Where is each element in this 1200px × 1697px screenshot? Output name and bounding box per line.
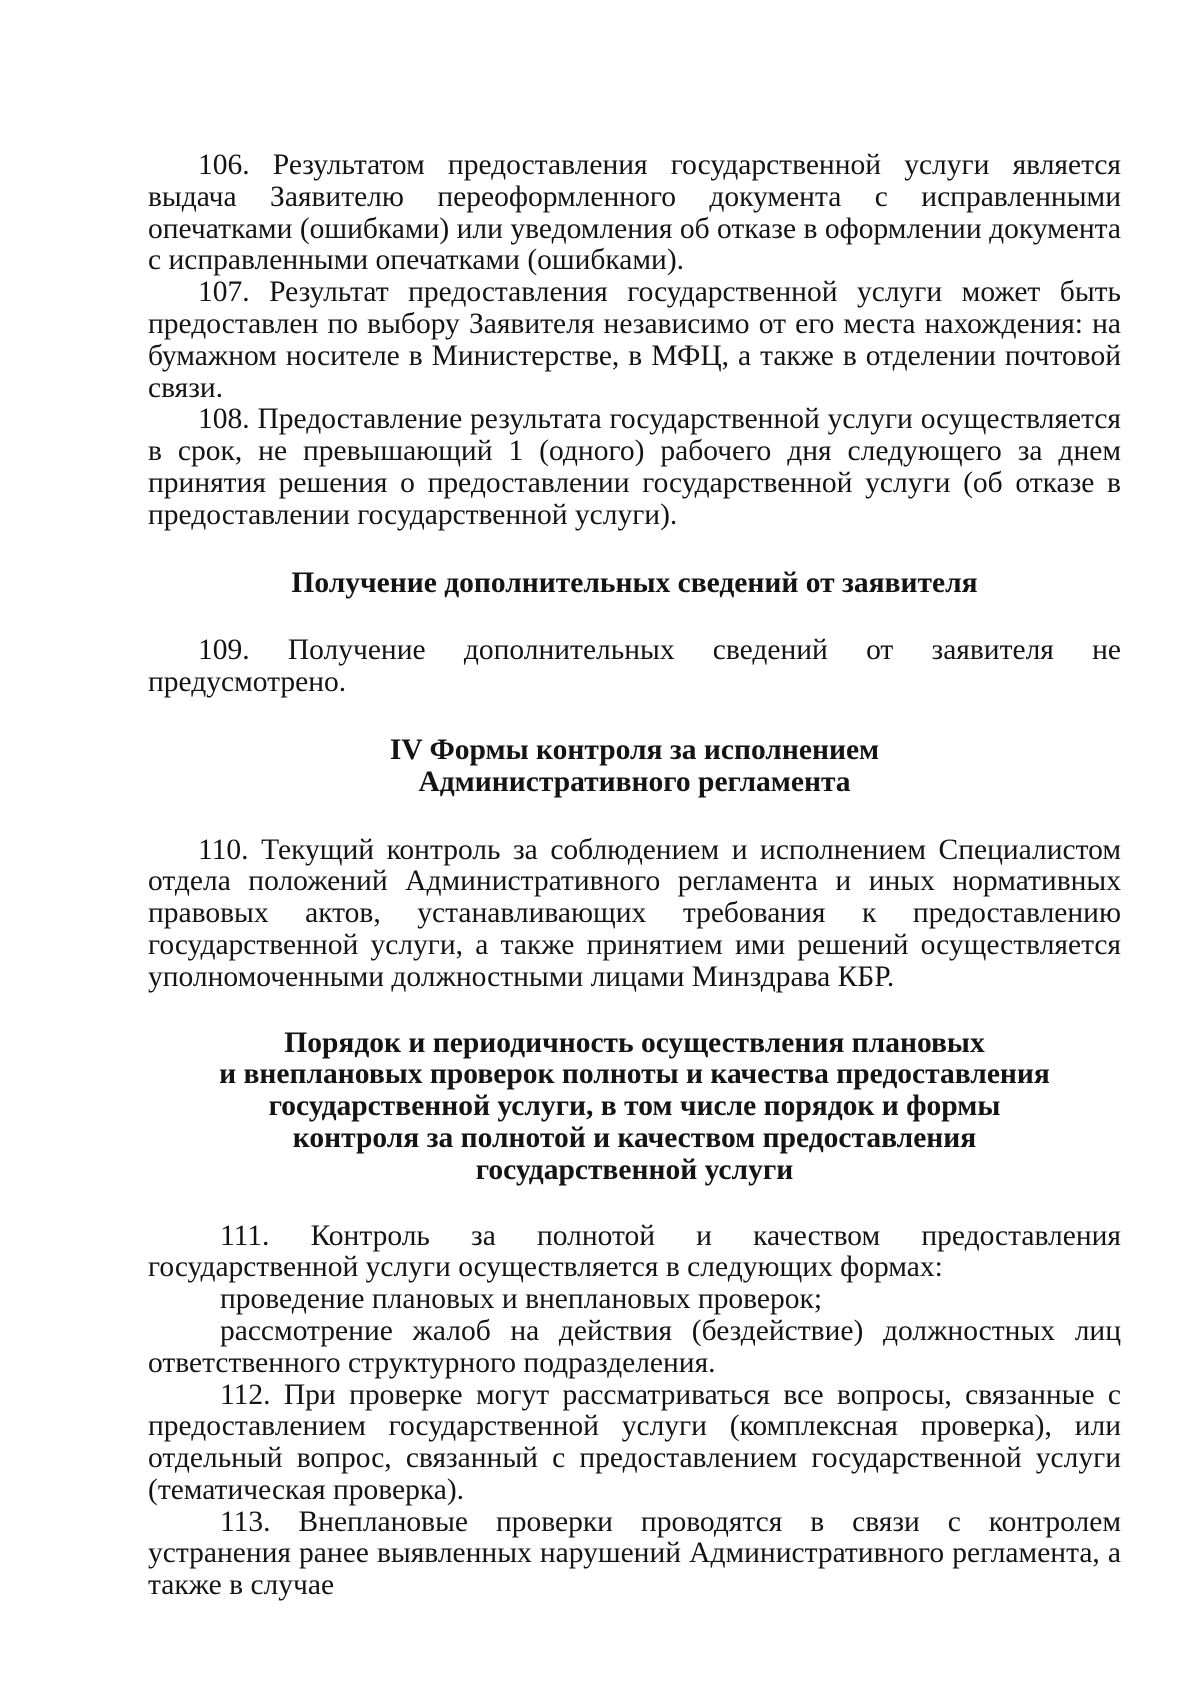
paragraph-108: 108. Предоставление результата государственной услуги осуществляется в срок, не превышающий 1 (одного) рабочего дня следующего за днем принятия решения о предоставлении государственной услуги (об отказе в предоставлении государственной услуги). xyxy=(148,403,1121,531)
document-page xyxy=(148,150,1121,1602)
paragraph-110: 110. Текущий контроль за соблюдением и исполнением Специалистом отдела положений Административного регламента и иных нормативных правовых актов, устанавливающих требования к предоставлению государственной услуги, а также принятием ими решений осуществляется уполномоченными должностными лицами Минздрава КБР. xyxy=(148,833,1121,993)
paragraph-113: 113. Внеплановые проверки проводятся в связи с контролем устранения ранее выявленных нарушений Административного регламента, а также в случае xyxy=(148,1505,1121,1602)
section-heading-additional-info: Получение дополнительных сведений от заявителя xyxy=(291,566,978,599)
paragraph-106: 106. Результатом предоставления государственной услуги является выдача Заявителю переоформленного документа с исправленными опечатками (ошибками) или уведомления об отказе в оформлении документа с исправленными опечатками (ошибками). xyxy=(148,149,1121,277)
heading-line: Порядок и периодичность осуществления плановых xyxy=(284,1026,985,1059)
paragraph-107: 107. Результат предоставления государственной услуги может быть предоставлен по выбору Заявителя независимо от его места нахождения: на бумажном носителе в Министерстве, в МФЦ, а также в отделении почтовой связи. xyxy=(148,276,1121,404)
heading-line: Административного регламента xyxy=(418,765,851,798)
heading-line: IV Формы контроля за исполнением xyxy=(389,733,880,766)
heading-line: государственной услуги xyxy=(475,1153,794,1186)
heading-line: государственной услуги, в том числе порядок и формы xyxy=(268,1090,1001,1123)
paragraph-111: 111. Контроль за полнотой и качеством предоставления государственной услуги осуществляется в следующих формах: xyxy=(148,1219,1121,1284)
paragraph-109: 109. Получение дополнительных сведений от заявителя не предусмотрено. xyxy=(148,634,1121,699)
section-heading-control-forms xyxy=(148,735,1121,799)
heading-line: и внеплановых проверок полноты и качества предоставления xyxy=(219,1058,1050,1091)
list-item-complaints: рассмотрение жалоб на действия (бездействие) должностных лиц ответственного структурного подразделения. xyxy=(148,1314,1121,1379)
paragraph-112: 112. При проверке могут рассматриваться все вопросы, связанные с предоставлением государственной услуги (комплексная проверка), или отдельный вопрос, связанный с предоставлением государственной услуги (тематическая проверка). xyxy=(148,1378,1121,1506)
heading-line: контроля за полнотой и качеством предоставления xyxy=(292,1121,977,1154)
section-heading-inspection-procedure xyxy=(148,1028,1121,1187)
list-item-inspections: проведение плановых и внеплановых проверок; xyxy=(220,1283,823,1316)
